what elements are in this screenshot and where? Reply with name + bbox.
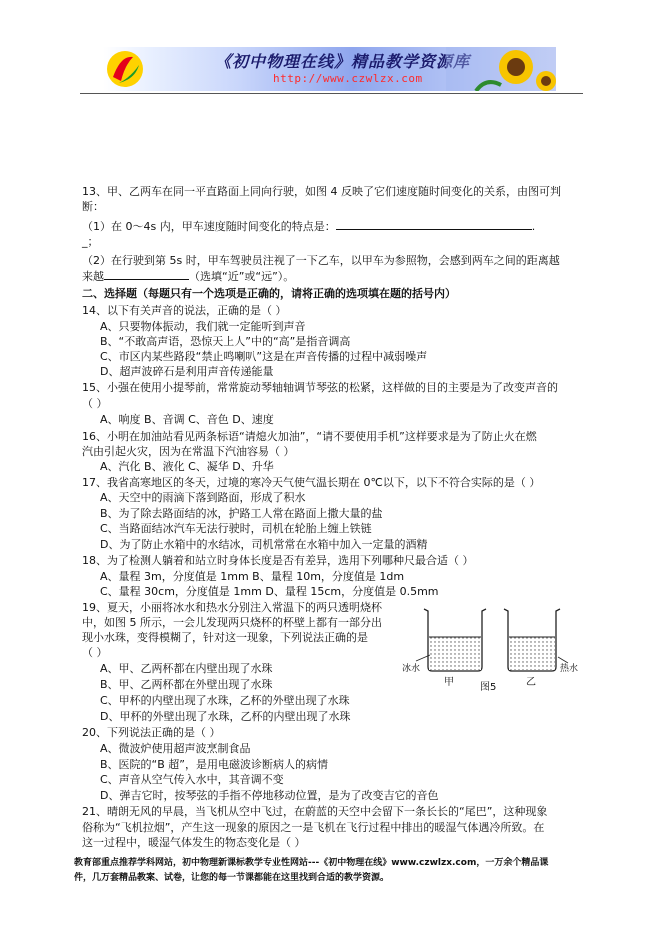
q14-option-d: D、超声波碎石是利用声音传递能量 — [100, 365, 274, 378]
q15-bracket: （ ） — [82, 397, 108, 410]
q19-option-c: C、甲杯的内壁出现了水珠，乙杯的外壁出现了水珠 — [100, 694, 350, 707]
q15-options: A、响度 B、音调 C、音色 D、速度 — [100, 413, 274, 426]
q19-stem-2: 中，如图 5 所示，一会儿发现两只烧杯的杯壁上都有一部分出 — [82, 616, 382, 629]
q14-option-a: A、只要物体振动，我们就一定能听到声音 — [100, 320, 306, 333]
q19-bracket: （ ） — [82, 646, 108, 659]
figure-5-beakers — [402, 601, 586, 696]
q20-option-d: D、弹吉它时，按琴弦的手指不停地移动位置，是为了改变吉它的音色 — [100, 789, 439, 802]
header-rule — [80, 93, 583, 94]
q13-line2: 断： — [82, 200, 104, 213]
q13-part1-text: （1）在 0～4s 内，甲车速度随时间变化的特点是： — [82, 220, 336, 233]
q14-stem: 14、以下有关声音的说法，正确的是（ ） — [82, 304, 287, 317]
q20-option-c: C、声音从空气传入水中，其音调不变 — [100, 773, 284, 786]
q14-option-b: B、“不敢高声语，恐惊天上人”中的“高”是指音调高 — [100, 335, 351, 348]
q14-option-c: C、市区内某些路段“禁止鸣喇叭”这是在声音传播的过程中减弱噪声 — [100, 350, 428, 363]
q19-option-b: B、甲、乙两杯都在外壁出现了水珠 — [100, 678, 273, 691]
q19-stem-3: 现小水珠，变得模糊了，针对这一现象，下列说法正确的是 — [82, 631, 368, 644]
q17-option-a: A、天空中的雨滴下落到路面，形成了积水 — [100, 491, 306, 504]
q13-line3: （1）在 0～4s 内，甲车速度随时间变化的特点是： . — [82, 220, 536, 233]
q20-option-b: B、医院的“B 超”，是用电磁波诊断病人的病情 — [100, 758, 328, 771]
q13-part1-blank[interactable] — [336, 219, 532, 230]
section2-heading: 二、选择题（每题只有一个选项是正确的，请将正确的选项填在题的括号内） — [82, 287, 456, 300]
q17-option-c: C、当路面结冰汽车无法行驶时，司机在轮胎上缠上铁链 — [100, 522, 372, 535]
banner-url[interactable]: http://www.czwlzx.com — [273, 72, 423, 85]
q13-part2-text: 来越 — [82, 270, 104, 283]
figure-caption: 图5 — [480, 682, 497, 693]
q17-option-b: B、为了除去路面结的冰，护路工人常在路面上撒大量的盐 — [100, 507, 383, 520]
q19-option-d: D、甲杯的外壁出现了水珠，乙杯的内壁出现了水珠 — [100, 710, 351, 723]
beaker-ice-water — [424, 609, 486, 671]
label-cup-yi: 乙 — [526, 677, 536, 688]
q16-stem-2: 汽由引起火灾，因为在常温下汽油容易（ ） — [82, 445, 295, 458]
q15-stem: 15、小强在使用小提琴前，常常旋动琴轴轴调节琴弦的松紧，这样做的目的主要是为了改变声音的 — [82, 381, 558, 394]
q18-options-cd: C、量程 30cm，分度值是 1mm D、量程 15cm，分度值是 0.5mm — [100, 585, 439, 598]
q13-line5: （2）在行驶到第 5s 时，甲车驾驶员注视了一下乙车，以甲车为参照物，会感到两车之间的距离越 — [82, 254, 560, 267]
q16-options: A、汽化 B、液化 C、凝华 D、升华 — [100, 460, 274, 473]
sunflower-icon — [446, 47, 556, 91]
q20-option-a: A、微波炉使用超声波烹制食品 — [100, 742, 251, 755]
q18-stem: 18、为了检测人躺着和站立时身体长度是否有差异，选用下列哪种尺最合适（ ） — [82, 554, 474, 567]
q21-stem-3: 这一过程中，暖湿气体发生的物态变化是（ ） — [82, 836, 306, 849]
label-hot-water: 热水 — [560, 664, 579, 674]
footer-line1: 教育部重点推荐学科网站，初中物理新课标教学专业性网站---《初中物理在线》www.czwlzx.com，一万余个精品课 — [74, 858, 549, 868]
q13-line6 — [82, 269, 294, 284]
q21-stem-2: 俗称为“飞机拉烟”，产生这一现象的原因之一是飞机在飞行过程中排出的暖湿气体遇冷所致。在 — [82, 821, 545, 834]
q13-line1: 13、甲、乙两车在同一平直路面上同向行驶，如图 4 反映了它们速度随时间变化的关系，由图可判 — [82, 185, 561, 198]
q13-line4: _； — [82, 235, 99, 248]
banner-title: 《初中物理在线》精品教学资源库 — [215, 52, 471, 71]
q13-part2-hint: （选填“近”或“远”）。 — [189, 270, 295, 283]
q17-stem: 17、我省高寒地区的冬天，过境的寒冷天气使气温长期在 0℃以下，以下不符合实际的是（ ） — [82, 476, 541, 489]
q13-part2-blank[interactable] — [104, 269, 189, 280]
q16-stem: 16、小明在加油站看见两条标语“请熄火加油”，“请不要使用手机”这样要求是为了防止火在燃 — [82, 430, 537, 443]
label-ice-water: 冰水 — [402, 664, 421, 674]
q17-option-d: D、为了防止水箱中的水结冰，司机常常在水箱中加入一定量的酒精 — [100, 538, 428, 551]
q21-stem: 21、晴朗无风的早晨，当飞机从空中飞过，在蔚蓝的天空中会留下一条长长的“尾巴”，这种现象 — [82, 805, 548, 818]
label-cup-jia: 甲 — [444, 677, 454, 688]
logo-icon — [103, 47, 147, 91]
footer-line2: 件，几万套精品教案、试卷，让您的每一节课都能在这里找到合适的教学资源。 — [74, 873, 390, 883]
beaker-hot-water — [504, 609, 560, 671]
header-banner — [103, 47, 556, 91]
q18-options-ab: A、量程 3m，分度值是 1mm B、量程 10m，分度值是 1dm — [100, 570, 405, 583]
q19-stem: 19、夏天，小丽将冰水和热水分别注入常温下的两只透明烧杯 — [82, 601, 382, 614]
q20-stem: 20、下列说法正确的是（ ） — [82, 726, 221, 739]
q19-option-a: A、甲、乙两杯都在内壁出现了水珠 — [100, 662, 273, 675]
